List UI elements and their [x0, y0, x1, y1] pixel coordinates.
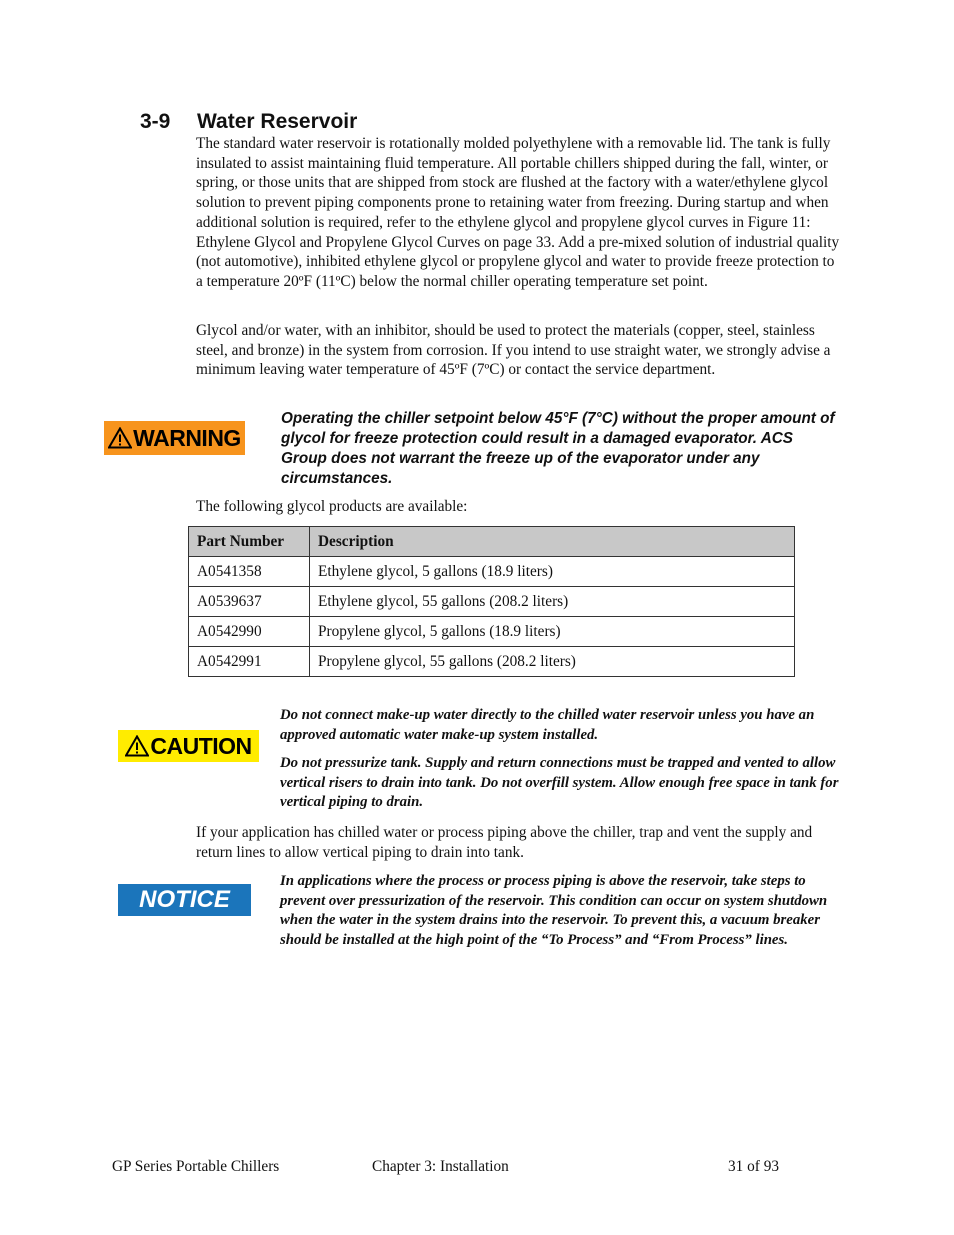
warning-badge — [104, 421, 245, 455]
section-number: 3-9 — [140, 110, 171, 133]
caution-badge — [118, 730, 259, 762]
caution-text-pressurize: Do not pressurize tank. Supply and return connections must be trapped and vented to allow vertical risers to drain into tank. Do not overfill system. Allow enough free space in tank for vertical piping to drain. — [280, 755, 839, 811]
notice-text: In applications where the process or process piping is above the reservoir, take steps to prevent over pressurization of the reservoir. This condition can occur on system shutdown when the water in the system drains into the reservoir. To prevent this, a vacuum breaker should be installed at the high point of the “To Process” and “From Process” lines. — [280, 873, 828, 948]
part-number-cell: A0541358 — [189, 557, 310, 587]
part-number-cell: A0542990 — [189, 617, 310, 647]
description-cell: Ethylene glycol, 5 gallons (18.9 liters) — [310, 557, 795, 587]
caution-triangle-icon — [125, 735, 149, 757]
part-number-cell: A0542991 — [189, 647, 310, 677]
notice-badge — [118, 884, 251, 916]
table-row — [189, 617, 795, 647]
section-heading — [140, 110, 357, 134]
footer-page-number: 31 of 93 — [728, 1158, 779, 1175]
description-cell: Ethylene glycol, 55 gallons (208.2 liters) — [310, 587, 795, 617]
description-cell: Propylene glycol, 5 gallons (18.9 liters) — [310, 617, 795, 647]
table-row — [189, 557, 795, 587]
warning-text: Operating the chiller setpoint below 45°F (7°C) without the proper amount of glycol for freeze protection could result in a damaged evaporator. ACS Group does not warrant the freeze up of the evaporator under any circumstances. — [281, 410, 835, 487]
caution-text-makeup: Do not connect make-up water directly to the chilled water reservoir unless you have an approved automatic water make-up system installed. — [280, 707, 815, 743]
table-row — [189, 587, 795, 617]
table-header-row — [189, 527, 795, 557]
description-cell: Propylene glycol, 55 gallons (208.2 liters) — [310, 647, 795, 677]
piping-paragraph: If your application has chilled water or process piping above the chiller, trap and vent the supply and return lines to allow vertical piping to drain into tank. — [196, 824, 813, 861]
notice-label: NOTICE — [139, 886, 230, 913]
glycol-products-table — [188, 526, 795, 677]
section-title: Water Reservoir — [197, 110, 358, 133]
caution-label: CAUTION — [150, 732, 252, 759]
part-number-cell: A0539637 — [189, 587, 310, 617]
products-intro: The following glycol products are available: — [196, 498, 468, 515]
warning-label: WARNING — [133, 424, 241, 451]
intro-paragraph: The standard water reservoir is rotationally molded polyethylene with a removable lid. The tank is fully insulated to assist maintaining fluid temperature. All portable chillers shipped during the fall, winter, or spring, or those units that are shipped from stock are flushed at the factory with a water/ethylene glycol solution to prevent piping components prone to retaining water from freezing. During startup and when additional solution is required, refer to the ethylene glycol and propylene glycol curves in Figure 11: Ethylene Glycol and Propylene Glycol Curves on page 33. Add a pre-mixed solution of industrial quality (not automotive), inhibited ethylene glycol or propylene glycol and water to provide freeze protection to a temperature 20ºF (11ºC) below the normal chiller operating temperature set point. — [196, 135, 840, 290]
footer-product: GP Series Portable Chillers — [112, 1158, 280, 1175]
warning-triangle-icon — [108, 427, 132, 449]
part-number-header: Part Number — [189, 527, 310, 557]
description-header: Description — [310, 527, 795, 557]
table-row — [189, 647, 795, 677]
footer-chapter: Chapter 3: Installation — [372, 1158, 509, 1175]
corrosion-paragraph: Glycol and/or water, with an inhibitor, should be used to protect the materials (copper, steel, stainless steel, and bronze) in the system from corrosion. If you intend to use straight water, we strongly advise a minimum leaving water temperature of 45ºF (7ºC) or contact the service department. — [196, 322, 831, 379]
